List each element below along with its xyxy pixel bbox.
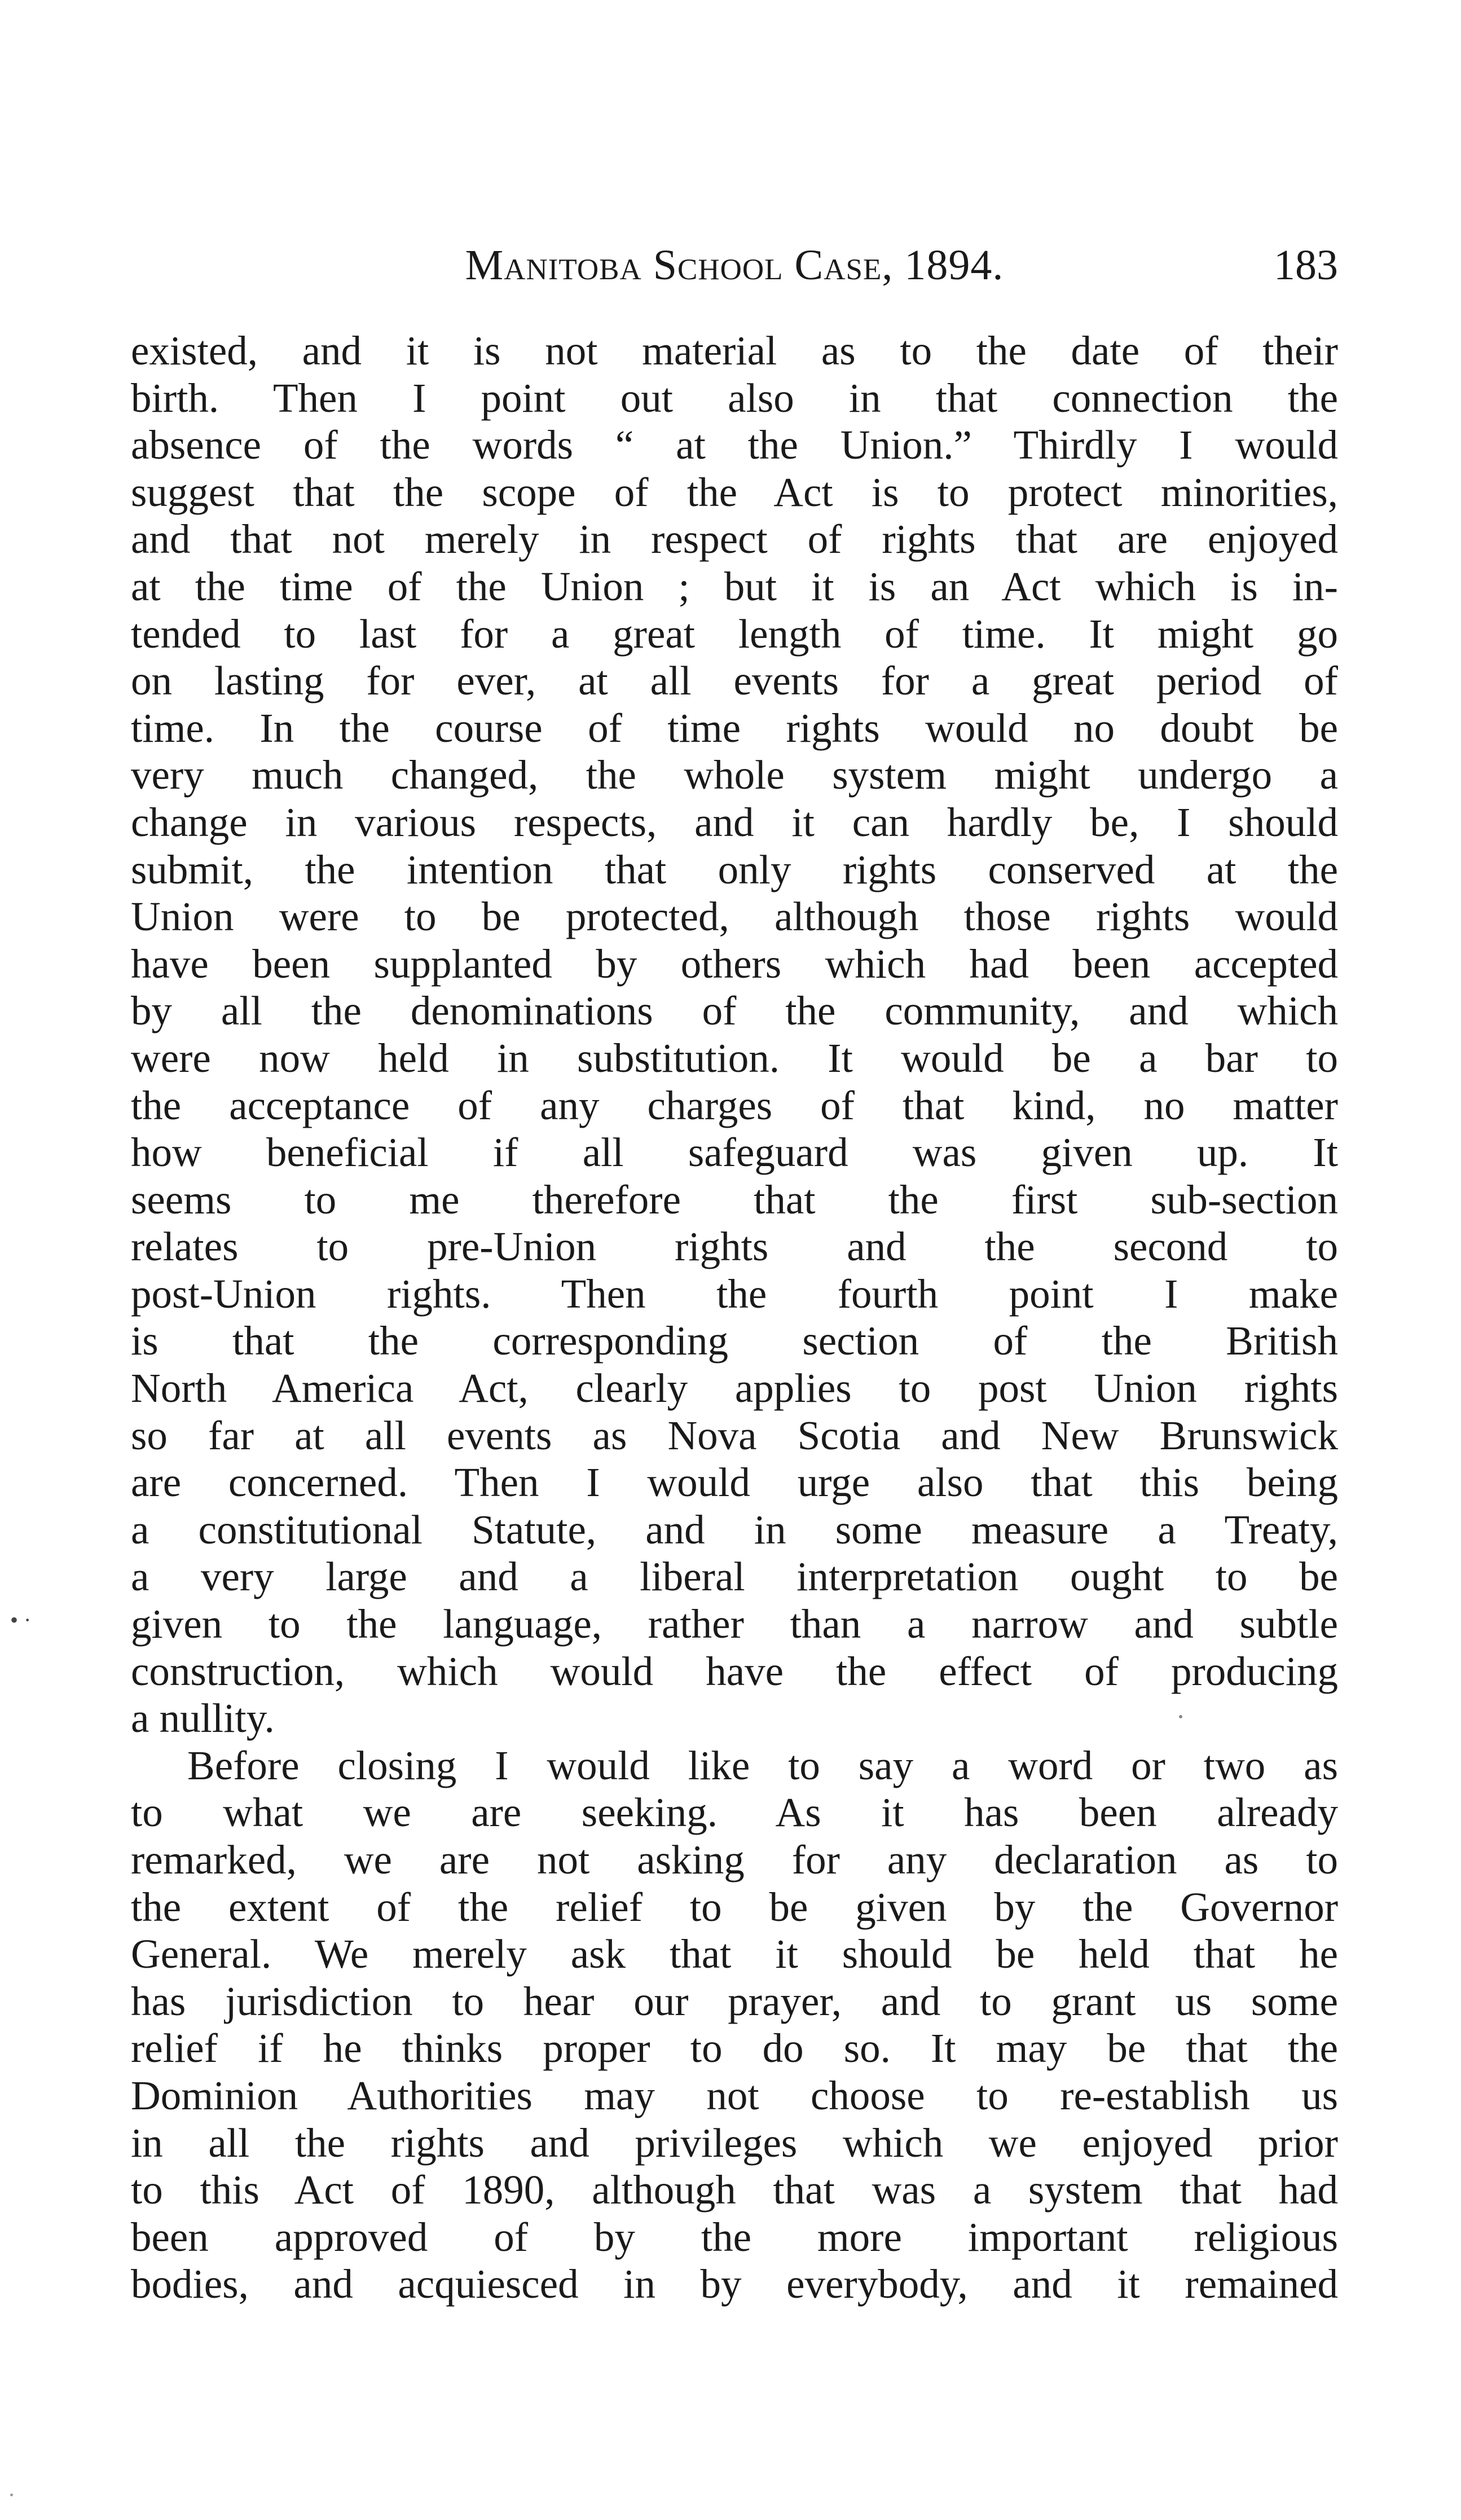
page-number: 183 [1274, 241, 1338, 289]
text-line: to what we are seeking. As it has been already [131, 1789, 1338, 1836]
text-line: given to the language, rather than a narrow and subtle [131, 1601, 1338, 1647]
text-line: remarked, we are not asking for any declaration as to [131, 1837, 1338, 1883]
text-line: were now held in substitution. It would be a bar to [131, 1035, 1338, 1081]
text-line: are concerned. Then I would urge also that this being [131, 1459, 1338, 1506]
text-line: bodies, and acquiesced in by everybody, and it remained [131, 2261, 1338, 2307]
edge-dot [10, 2493, 13, 2496]
text-line: is that the corresponding section of the British [131, 1318, 1338, 1364]
text-line: a very large and a liberal interpretation ought to be [131, 1554, 1338, 1600]
text-line: post-Union rights. Then the fourth point I make [131, 1270, 1338, 1317]
text-line: suggest that the scope of the Act is to protect minorities, [131, 469, 1338, 515]
text-line: on lasting for ever, at all events for a great period of [131, 658, 1338, 704]
text-line: the acceptance of any charges of that kind, no matter [131, 1082, 1338, 1128]
text-line: relates to pre-Union rights and the second to [131, 1224, 1338, 1270]
text-line: how beneficial if all safeguard was given up. It [131, 1129, 1338, 1176]
text-line: been approved of by the more important religious [131, 2214, 1338, 2260]
text-line: the extent of the relief to be given by the Governor [131, 1884, 1338, 1930]
text-line: Dominion Authorities may not choose to re-establish us [131, 2072, 1338, 2118]
text-line: in all the rights and privileges which we enjoyed prior [131, 2119, 1338, 2166]
text-line: Union were to be protected, although those rights would [131, 894, 1338, 940]
text-line: at the time of the Union ; but it is an Act which is in- [131, 563, 1338, 609]
text-line: time. In the course of time rights would no doubt be [131, 705, 1338, 751]
text-line: existed, and it is not material as to the date of their [131, 328, 1338, 373]
running-head [131, 234, 1338, 296]
margin-mark: • · [10, 1607, 32, 1633]
text-line: has jurisdiction to hear our prayer, and to grant us some [131, 1978, 1338, 2024]
text-line: have been supplanted by others which had been accepted [131, 940, 1338, 987]
running-title: Manitoba School Case, 1894. [465, 241, 1004, 289]
text-line: a constitutional Statute, and in some measure a Treaty, [131, 1506, 1338, 1553]
text-line: by all the denominations of the community, and which [131, 988, 1338, 1034]
text-line: to this Act of 1890, although that was a system that had [131, 2167, 1338, 2213]
text-line: Before closing I would like to say a word or two as [187, 1742, 1338, 1788]
text-line: relief if he thinks proper to do so. It may be that the [131, 2025, 1338, 2072]
text-line: construction, which would have the effect of producing [131, 1648, 1338, 1694]
text-line: General. We merely ask that it should be held that he [131, 1931, 1338, 1977]
text-line: birth. Then I point out also in that connection the [131, 375, 1338, 421]
body-text [131, 327, 1338, 2308]
text-line: very much changed, the whole system might undergo a [131, 752, 1338, 798]
text-line: change in various respects, and it can hardly be, I should [131, 799, 1338, 845]
text-line: North America Act, clearly applies to post Union rights [131, 1365, 1338, 1411]
text-line: and that not merely in respect of rights that are enjoyed [131, 516, 1338, 562]
text-line: seems to me therefore that the first sub-section [131, 1176, 1338, 1222]
text-line: a nullity. [131, 1695, 275, 1741]
text-line: absence of the words “ at the Union.” Thirdly I would [131, 422, 1338, 468]
text-line: submit, the intention that only rights conserved at the [131, 846, 1338, 892]
text-line: so far at all events as Nova Scotia and New Brunswick [131, 1412, 1338, 1458]
text-line: tended to last for a great length of time. It might go [131, 610, 1338, 657]
